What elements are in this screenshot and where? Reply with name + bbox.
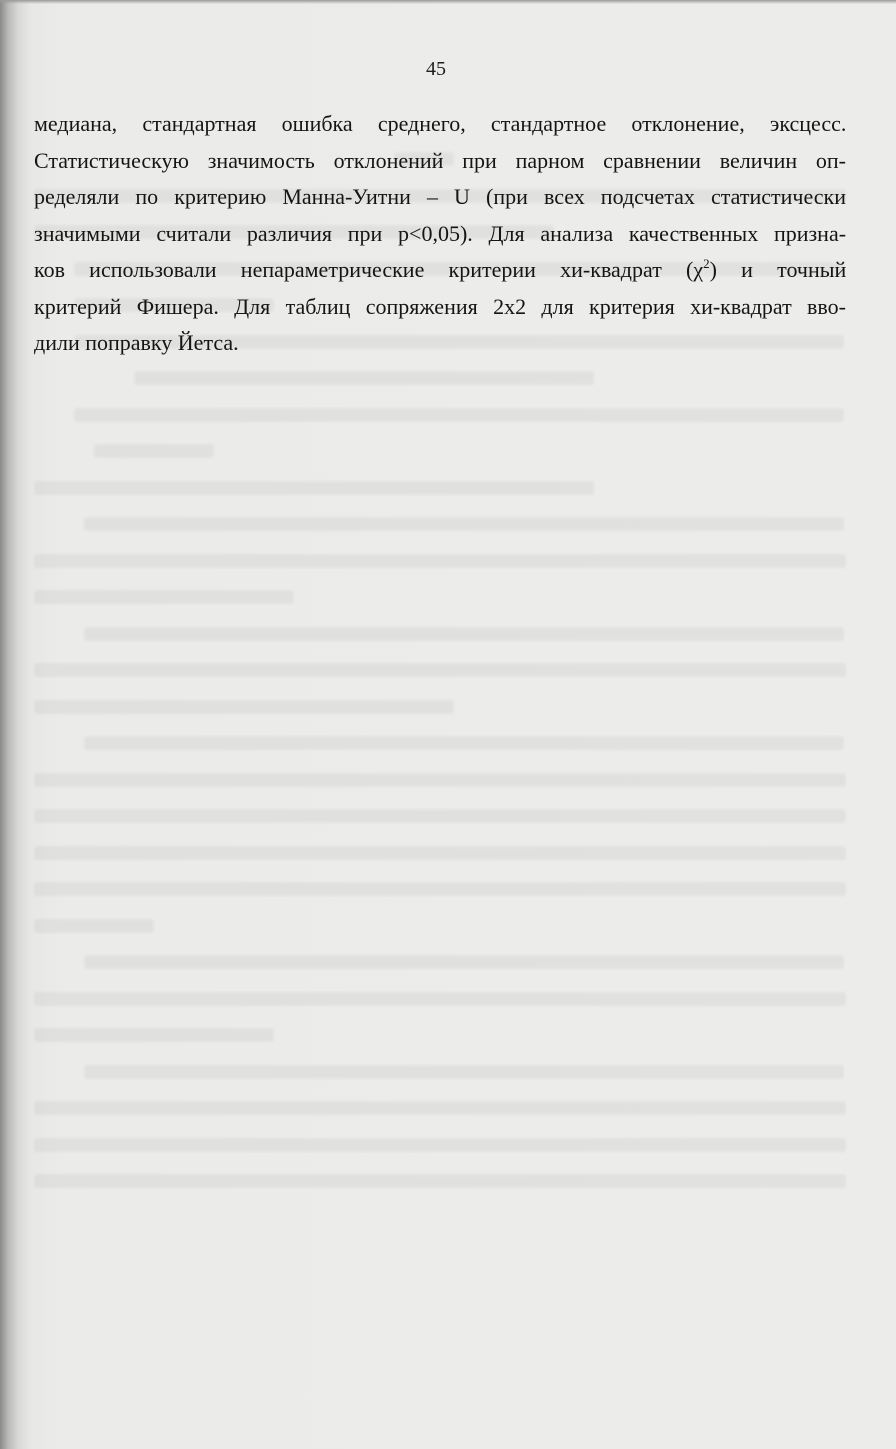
- page-number: 45: [426, 58, 446, 80]
- superscript-two: 2: [703, 256, 710, 271]
- text-line: дили поправку Йетса.: [34, 330, 239, 355]
- page-top-edge: [0, 0, 896, 4]
- text-line: значимыми считали различия при p<0,05). Для анализа качественных призна-: [34, 220, 847, 246]
- text-line: ределяли по критерию Манна-Уитни – U (при всех подсчетах статистически: [34, 184, 846, 209]
- text-line: медиана, стандартная ошибка среднего, стандартное отклонение, эксцесс.: [34, 111, 847, 136]
- paragraph-statistics-methods: [34, 106, 846, 362]
- text-line-chi-square: [34, 252, 846, 289]
- text-line: критерий Фишера. Для таблиц сопряжения 2х2 для критерия хи-квадрат вво-: [34, 293, 846, 319]
- text-line-part: ) и точный: [709, 257, 847, 282]
- text-line-part: ков использовали непараметрические критерии хи-квадрат (χ: [34, 257, 704, 282]
- text-line: Статистическую значимость отклонений при парном сравнении величин оп-: [34, 147, 846, 173]
